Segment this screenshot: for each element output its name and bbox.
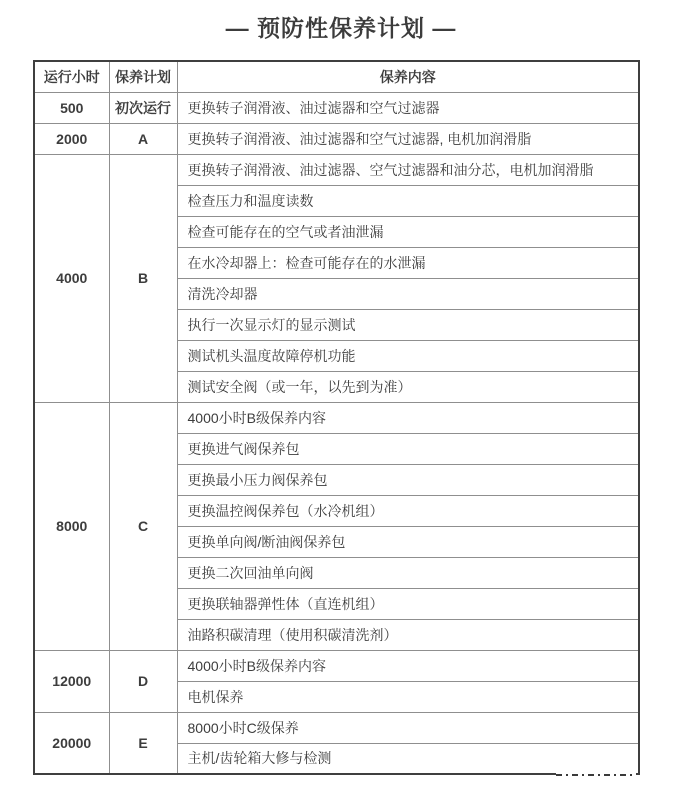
- table-row: [34, 712, 639, 743]
- maintenance-plan-cell: D: [109, 650, 177, 712]
- maintenance-table-body: [34, 92, 639, 774]
- maintenance-table-wrapper: [33, 60, 638, 775]
- page-title: — 预防性保养计划 —: [225, 15, 457, 41]
- maintenance-plan-cell: E: [109, 712, 177, 774]
- maintenance-content-cell: 检查压力和温度读数: [177, 185, 639, 216]
- operating-hours-cell: 2000: [34, 123, 109, 154]
- maintenance-content-cell: 主机/齿轮箱大修与检测: [177, 743, 639, 774]
- maintenance-content-cell: 电机保养: [177, 681, 639, 712]
- maintenance-content-cell: 测试机头温度故障停机功能: [177, 340, 639, 371]
- maintenance-plan-cell: C: [109, 402, 177, 650]
- maintenance-content-cell: 测试安全阀（或一年，以先到为准）: [177, 371, 639, 402]
- table-row: [34, 402, 639, 433]
- operating-hours-cell: 4000: [34, 154, 109, 402]
- maintenance-content-cell: 更换温控阀保养包（水冷机组）: [177, 495, 639, 526]
- operating-hours-cell: 12000: [34, 650, 109, 712]
- table-row: [34, 154, 639, 185]
- maintenance-content-cell: 更换转子润滑液、油过滤器和空气过滤器: [177, 92, 639, 123]
- table-row: [34, 92, 639, 123]
- maintenance-content-cell: 执行一次显示灯的显示测试: [177, 309, 639, 340]
- maintenance-content-cell: 4000小时B级保养内容: [177, 402, 639, 433]
- maintenance-content-cell: 清洗冷却器: [177, 278, 639, 309]
- operating-hours-cell: 500: [34, 92, 109, 123]
- table-row: [34, 123, 639, 154]
- column-header-maintenance-plan: 保养计划: [109, 61, 177, 92]
- table-row: [34, 650, 639, 681]
- column-header-operating-hours: 运行小时: [34, 61, 109, 92]
- maintenance-table: [33, 60, 640, 775]
- maintenance-content-cell: 更换转子润滑液、油过滤器、空气过滤器和油分芯，电机加润滑脂: [177, 154, 639, 185]
- maintenance-content-cell: 检查可能存在的空气或者油泄漏: [177, 216, 639, 247]
- maintenance-plan-cell: B: [109, 154, 177, 402]
- maintenance-content-cell: 8000小时C级保养: [177, 712, 639, 743]
- column-header-maintenance-content: 保养内容: [177, 61, 639, 92]
- table-header-row: [34, 61, 639, 92]
- maintenance-content-cell: 更换联轴器弹性体（直连机组）: [177, 588, 639, 619]
- maintenance-content-cell: 更换转子润滑液、油过滤器和空气过滤器, 电机加润滑脂: [177, 123, 639, 154]
- maintenance-content-cell: 更换单向阀/断油阀保养包: [177, 526, 639, 557]
- maintenance-content-cell: 油路积碳清理（使用积碳清洗剂）: [177, 619, 639, 650]
- maintenance-content-cell: 更换二次回油单向阀: [177, 557, 639, 588]
- operating-hours-cell: 8000: [34, 402, 109, 650]
- maintenance-plan-cell: 初次运行: [109, 92, 177, 123]
- operating-hours-cell: 20000: [34, 712, 109, 774]
- cutoff-text-artifact: [556, 773, 636, 777]
- maintenance-content-cell: 在水冷却器上：检查可能存在的水泄漏: [177, 247, 639, 278]
- maintenance-content-cell: 更换进气阀保养包: [177, 433, 639, 464]
- maintenance-plan-cell: A: [109, 123, 177, 154]
- maintenance-content-cell: 更换最小压力阀保养包: [177, 464, 639, 495]
- maintenance-content-cell: 4000小时B级保养内容: [177, 650, 639, 681]
